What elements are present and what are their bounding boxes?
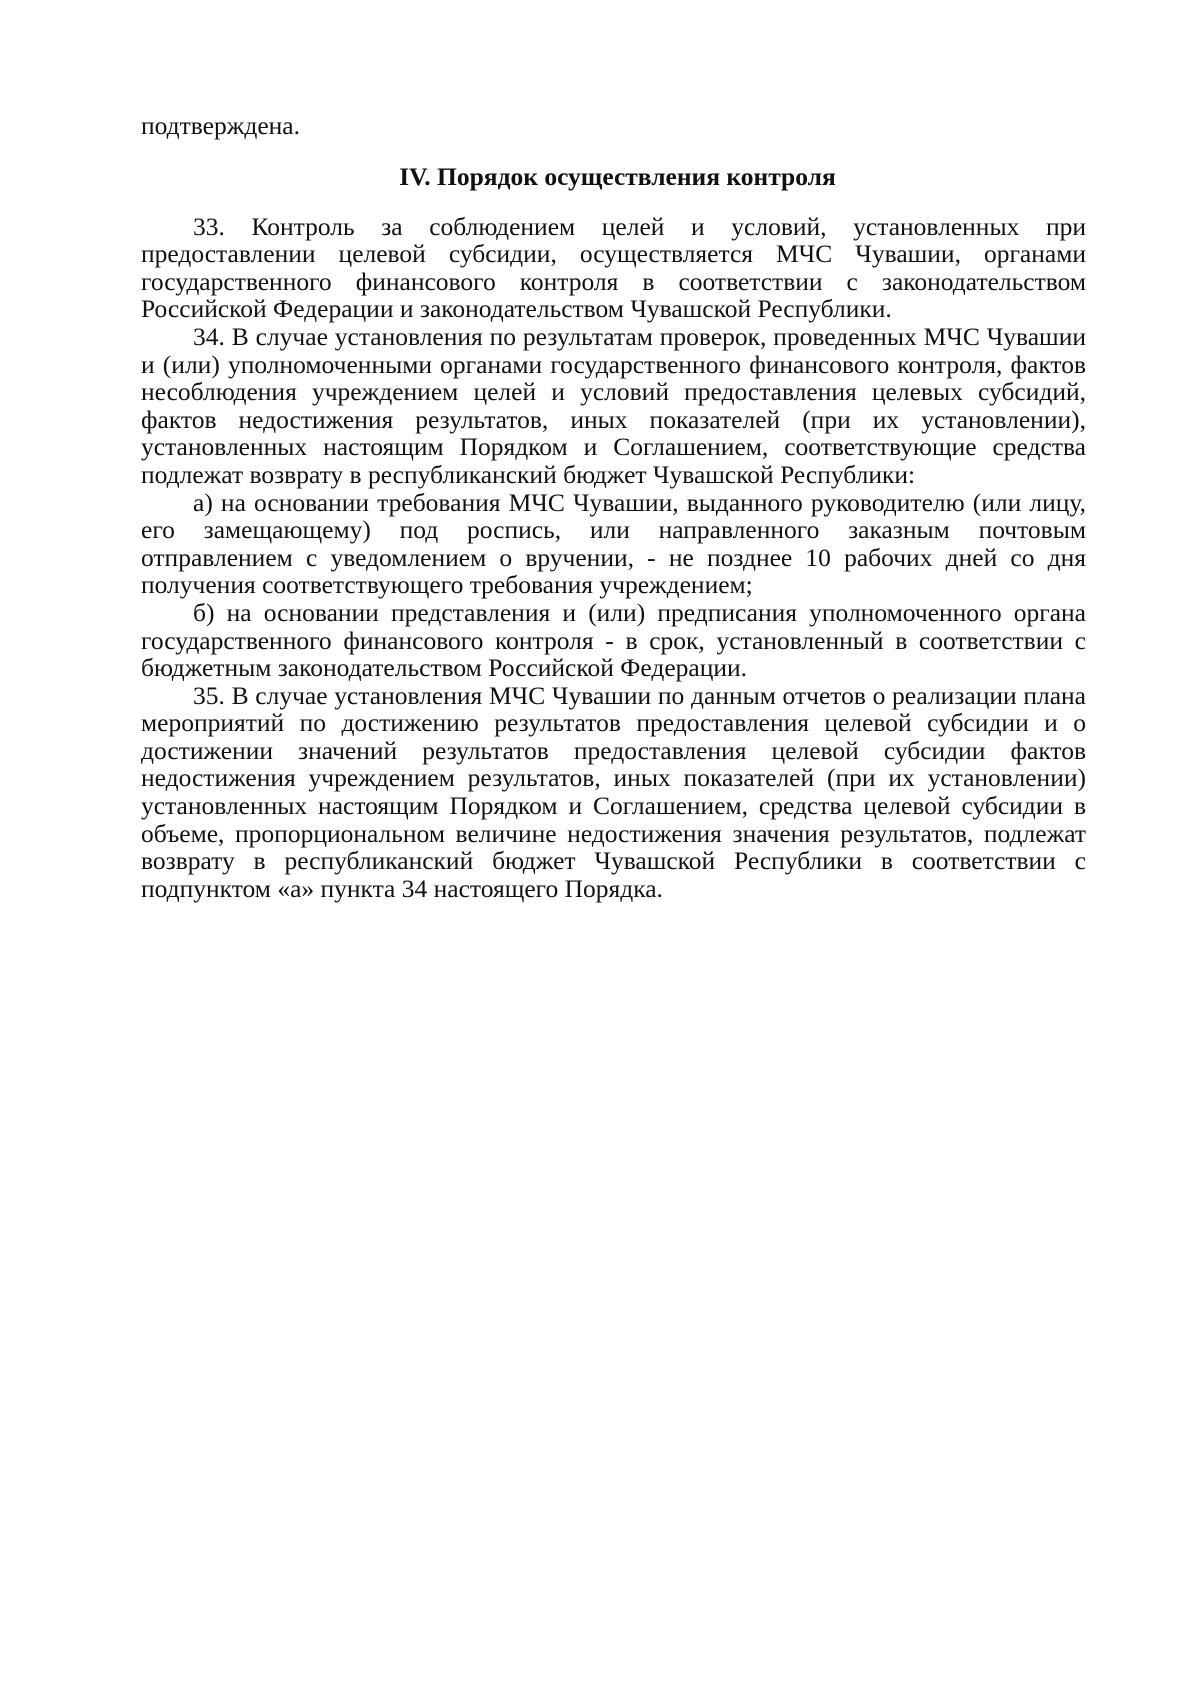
paragraph-33: 33. Контроль за соблюдением целей и условий, установленных при предоставлении целевой субсидии, осуществляется МЧС Чувашии, органами государственного финансового контроля в соответствии с законодательством Российской Федерации и законодательством Чувашской Республики. — [141, 211, 1086, 324]
paragraph-34-a: а) на основании требования МЧС Чувашии, выданного руководителю (или лицу, его замещающему) под роспись, или направленного заказным почтовым отправлением с уведомлением о вручении, - не позднее 10 рабочих дней со дня получения соответствующего требования учреждением; — [141, 487, 1086, 600]
section-title: IV. Порядок осуществления контроля — [399, 161, 836, 191]
continuation-text: подтверждена. — [141, 111, 300, 140]
paragraph-34-b: б) на основании представления и (или) предписания уполномоченного органа государственного финансового контроля - в срок, установленный в соответствии с бюджетным законодательством Российской Федерации. — [141, 597, 1086, 683]
paragraph-35: 35. В случае установления МЧС Чувашии по данным отчетов о реализации плана мероприятий по достижению результатов предоставления целевой субсидии и о достижении значений результатов предоставления целевой субсидии фактов недостижения учреждением результатов, иных показателей (при их установлении) установленных настоящим Порядком и Соглашением, средства целевой субсидии в объеме, пропорциональном величине недостижения значения результатов, подлежат возврату в республиканский бюджет Чувашской Республики в соответствии с подпунктом «а» пункта 34 настоящего Порядка. — [141, 680, 1086, 903]
paragraph-34: 34. В случае установления по результатам проверок, проведенных МЧС Чувашии и (или) уполномоченными органами государственного финансового контроля, фактов несоблюдения учреждением целей и условий предоставления целевых субсидий, фактов недостижения результатов, иных показателей (при их установлении), установленных настоящим Порядком и Соглашением, соответствующие средства подлежат возврату в республиканский бюджет Чувашской Республики: — [141, 321, 1086, 489]
document-body — [141, 112, 1086, 902]
